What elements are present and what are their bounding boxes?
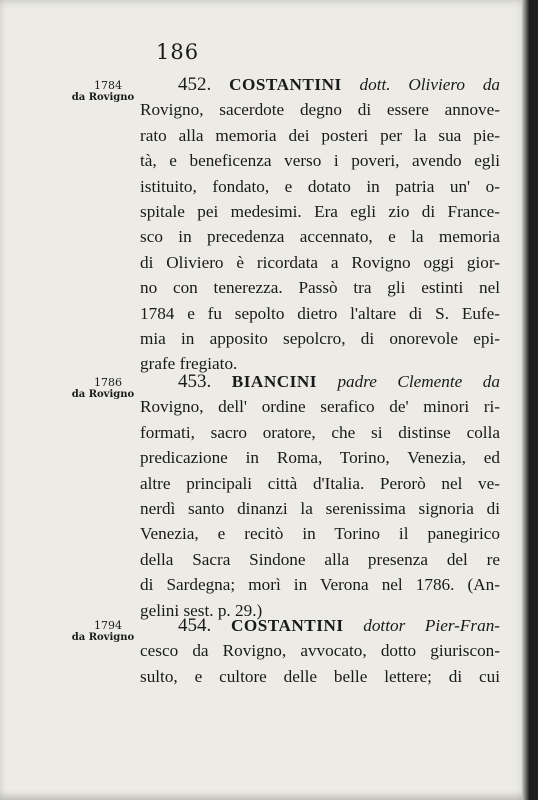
entry-line: no con tenerezza. Passò tra gli estinti nel	[140, 278, 500, 298]
entry-line: grafe fregiato.	[140, 354, 238, 374]
margin-note-place: da Rovigno	[71, 632, 135, 643]
entry-heading-line	[140, 369, 500, 394]
entry-line: sulto, e cultore delle belle lettere; di cui	[140, 666, 500, 686]
entry-line: 1784 e fu sepolto dietro l'altare di S. Eufe-	[140, 303, 500, 323]
entry-line: spitale pei medesimi. Era egli zio di France-	[140, 202, 500, 222]
entry-line: dott. Oliviero da	[359, 75, 501, 94]
margin-note-year: 1794	[94, 619, 122, 632]
page-edge-shadow	[522, 0, 530, 800]
entry-name: BIANCINI	[231, 372, 317, 391]
entry-number: 453.	[178, 371, 212, 392]
margin-note-place: da Rovigno	[71, 389, 135, 400]
margin-note-year: 1786	[94, 376, 122, 389]
entry-line: rato alla memoria dei posteri per la sua pie-	[140, 125, 500, 145]
entry-line: altre principali città d'Italia. Perorò nel ve-	[140, 473, 500, 493]
margin-note	[72, 80, 144, 104]
entry-452	[140, 72, 500, 377]
entry-line: dottor Pier-Fran-	[363, 616, 501, 635]
entry-line: padre Clemente da	[337, 372, 500, 391]
entry-name: COSTANTINI	[230, 616, 344, 635]
page-number: 186	[156, 40, 200, 64]
entry-line: della Sacra Sindone alla presenza del re	[140, 549, 500, 569]
entry-name: COSTANTINI	[229, 75, 342, 94]
entry-line: Venezia, e recitò in Torino il panegirico	[140, 524, 500, 544]
entry-number: 452.	[178, 74, 212, 95]
margin-note	[72, 620, 144, 644]
entry-line: sco in precedenza accennato, e la memoria	[140, 227, 500, 247]
margin-note	[72, 377, 144, 401]
entry-454	[140, 613, 500, 689]
entry-line: nerdì santo dinanzi la serenissima signoria di	[140, 499, 500, 519]
entry-line: gelini sest. p. 29.)	[140, 600, 263, 620]
entry-line: cesco da Rovigno, avvocato, dotto giuriscon-	[140, 641, 500, 661]
margin-note-place: da Rovigno	[71, 92, 135, 103]
entry-453	[140, 369, 500, 623]
entry-line: Rovigno, dell' ordine serafico de' minori ri-	[140, 397, 500, 417]
entry-line: istituito, fondato, e dotato in patria un' o-	[140, 176, 500, 196]
entry-heading-line	[140, 613, 500, 638]
entry-number: 454.	[178, 615, 212, 636]
entry-line: mia in apposito sepolcro, di onorevole epi-	[140, 329, 500, 349]
entry-line: di Oliviero è ricordata a Rovigno oggi gior-	[140, 252, 500, 272]
entry-line: predicazione in Roma, Torino, Venezia, ed	[140, 448, 500, 468]
entry-line: di Sardegna; morì in Verona nel 1786. (An-	[140, 575, 500, 595]
entry-heading-line	[140, 72, 500, 97]
entry-line: Rovigno, sacerdote degno di essere annove-	[140, 100, 500, 120]
margin-note-year: 1784	[94, 79, 122, 92]
entry-line: tà, e beneficenza verso i poveri, avendo egli	[140, 151, 500, 171]
entry-line: formati, sacro oratore, che si distinse colla	[140, 422, 500, 442]
